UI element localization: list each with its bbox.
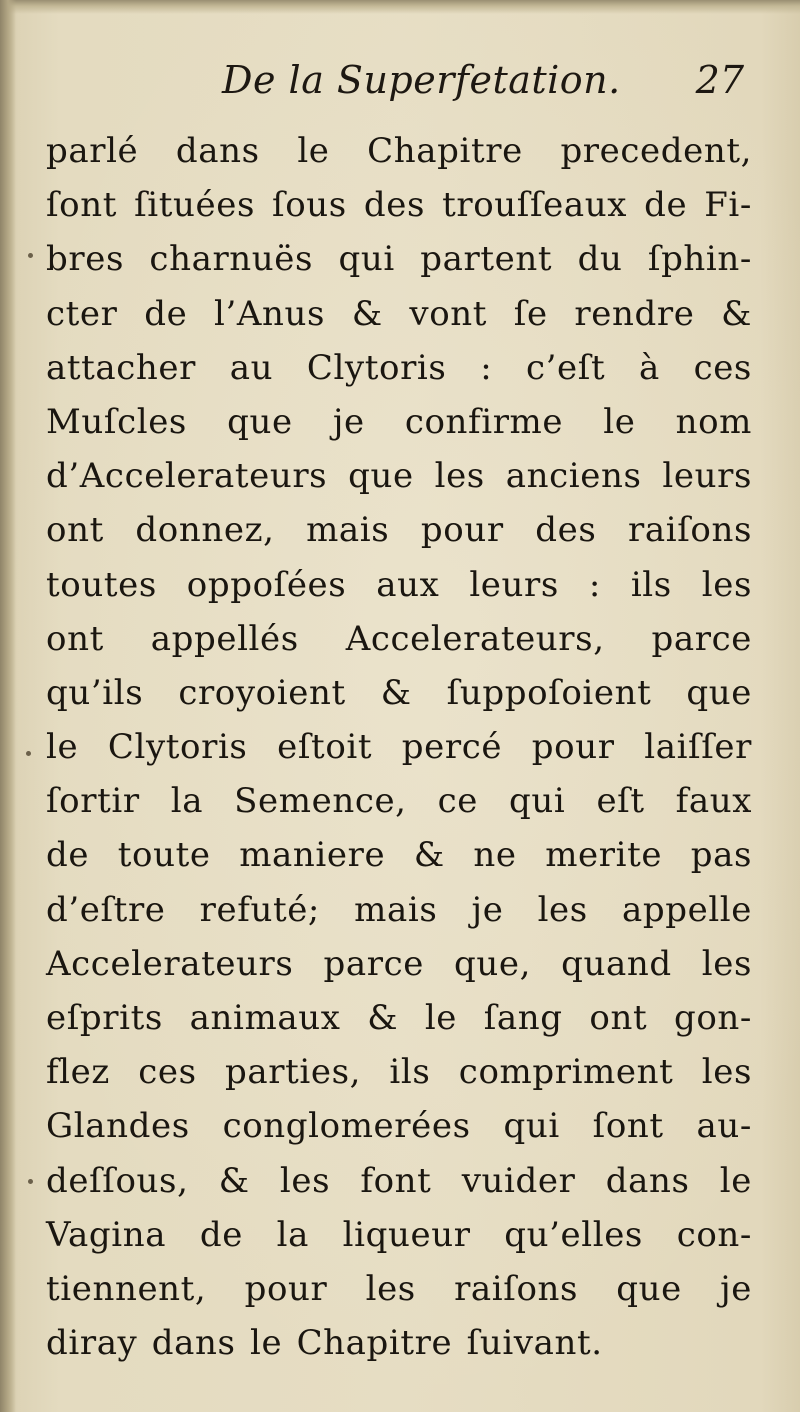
text-line: deſſous, & les font vuider dans le — [46, 1160, 752, 1201]
text-line: cter de l’Anus & vont ſe rendre & — [46, 293, 752, 334]
text-line: diray dans le Chapitre ſuivant. — [46, 1323, 603, 1364]
text-line: qu’ils croyoient & ſuppoſoient que — [46, 672, 752, 713]
text-line: ont appellés Accelerateurs, parce — [46, 618, 752, 659]
text-line: bres charnuës qui partent du ſphin- — [46, 239, 752, 280]
margin-speck — [28, 253, 33, 258]
running-head — [0, 58, 800, 118]
text-line: d’eſtre refuté; mais je les appelle — [46, 889, 752, 930]
text-line: ont donnez, mais pour des raiſons — [46, 510, 752, 551]
text-line: parlé dans le Chapitre precedent, — [46, 131, 752, 171]
page-binding-edge — [0, 0, 16, 1412]
page-top-edge — [0, 0, 800, 14]
margin-speck — [26, 751, 31, 756]
page-number: 27 — [695, 58, 744, 102]
text-line: toutes oppoſées aux leurs : ils les — [46, 564, 752, 605]
text-line: d’Accelerateurs que les anciens leurs — [46, 456, 752, 497]
text-line: ſont ſituées ſous des trouſſeaux de Fi- — [46, 185, 752, 226]
text-line: Glandes conglomerées qui ſont au- — [46, 1106, 752, 1147]
text-line: attacher au Clytoris : c’eſt à ces — [46, 347, 752, 388]
text-line: ſortir la Semence, ce qui eſt faux — [46, 781, 752, 822]
text-line: Vagina de la liqueur qu’elles con- — [46, 1214, 752, 1255]
text-line: Accelerateurs parce que, quand les — [46, 943, 752, 984]
text-line: tiennent, pour les raiſons que je — [46, 1268, 752, 1309]
text-line: Muſcles que je confirme le nom — [46, 401, 752, 442]
running-head-title: De la Superfetation. — [222, 58, 621, 102]
text-line: de toute maniere & ne merite pas — [46, 835, 752, 876]
body-text — [46, 124, 752, 1370]
margin-speck — [28, 1179, 33, 1184]
text-line: flez ces parties, ils compriment les — [46, 1052, 752, 1093]
text-line: eſprits animaux & le ſang ont gon- — [46, 998, 752, 1038]
text-line: le Clytoris eſtoit percé pour laiſſer — [46, 727, 752, 768]
